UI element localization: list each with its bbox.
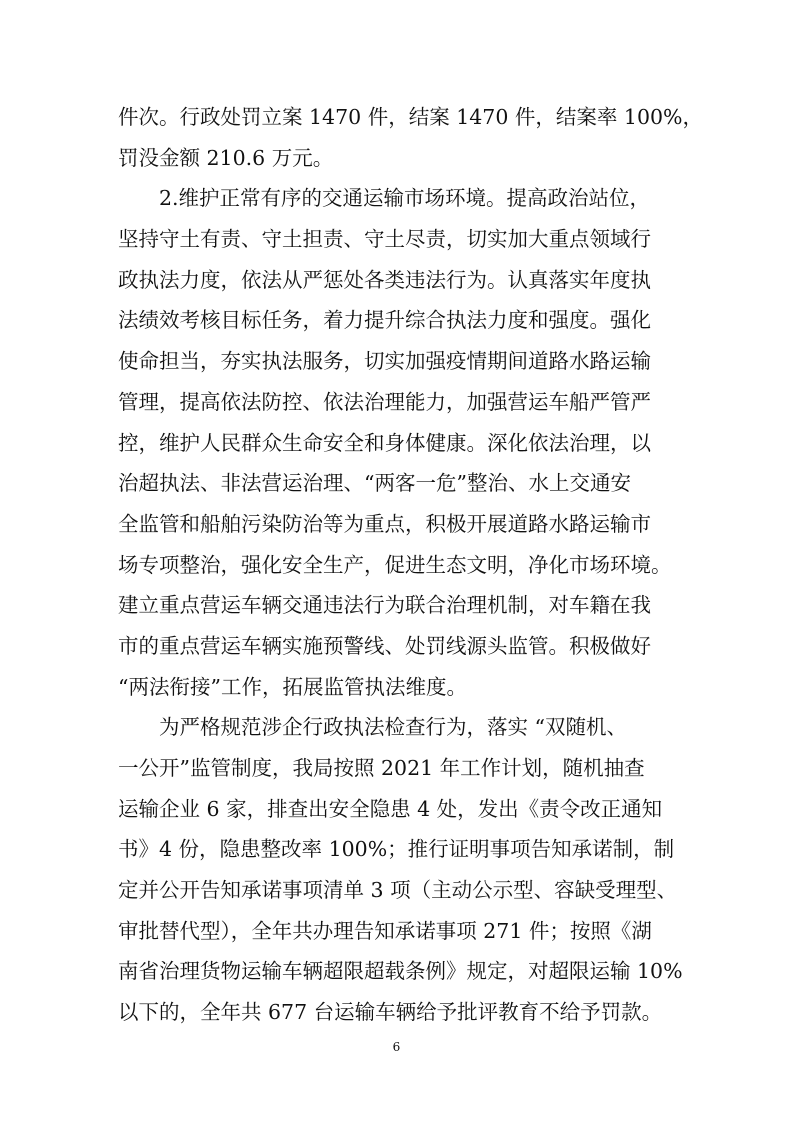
text-line: 审批替代型），全年共办理告知承诺事项 271 件；按照《湖	[118, 918, 652, 943]
text-line: 场专项整治，强化安全生产，促进生态文明，净化市场环境。	[118, 552, 672, 577]
text-line: 罚没金额 210.6 万元。	[118, 145, 334, 170]
body-text	[118, 97, 704, 1033]
text-line: 运输企业 6 家，排查出安全隐患 4 处，发出《责令改正通知	[118, 796, 663, 821]
text-line: “两法衔接”工作，拓展监管执法维度。	[118, 674, 467, 699]
text-line: 使命担当，夯实执法服务，切实加强疫情期间道路水路运输	[118, 349, 651, 374]
text-line: 建立重点营运车辆交通违法行为联合治理机制，对车籍在我	[118, 593, 651, 618]
text-line: 管理，提高依法防控、依法治理能力，加强营运车船严管严	[118, 389, 651, 414]
text-line: 一公开”监管制度，我局按照 2021 年工作计划，随机抽查	[118, 756, 645, 780]
text-line: 坚持守土有责、守土担责、守土尽责，切实加大重点领域行	[118, 227, 651, 252]
text-line: 政执法力度，依法从严惩处各类违法行为。认真落实年度执	[118, 267, 651, 292]
text-line: 治超执法、非法营运治理、“两客一危”整治、水上交通安	[118, 471, 631, 496]
text-line: 以下的，全年共 677 台运输车辆给予批评教育不给予罚款。	[118, 1000, 663, 1025]
text-line: 全监管和船舶污染防治等为重点，积极开展道路水路运输市	[118, 511, 651, 536]
text-line: 2.维护正常有序的交通运输市场环境。提高政治站位，	[118, 186, 651, 211]
text-line: 定并公开告知承诺事项清单 3 项（主动公示型、容缺受理型、	[118, 878, 678, 903]
text-line: 为严格规范涉企行政执法检查行为，落实 “双随机、	[118, 715, 627, 740]
text-line: 书》4 份，隐患整改率 100%；推行证明事项告知承诺制，制	[118, 837, 675, 862]
page-number: 6	[392, 1040, 401, 1054]
text-line: 市的重点营运车辆实施预警线、处罚线源头监管。积极做好	[118, 633, 651, 658]
text-line: 法绩效考核目标任务，着力提升综合执法力度和强度。强化	[118, 308, 651, 333]
text-line: 件次。行政处罚立案 1470 件，结案 1470 件，结案率 100%，	[118, 105, 704, 129]
text-line: 控，维护人民群众生命安全和身体健康。深化依法治理，以	[118, 430, 651, 455]
text-line: 南省治理货物运输车辆超限超载条例》规定，对超限运输 10%	[118, 959, 683, 984]
